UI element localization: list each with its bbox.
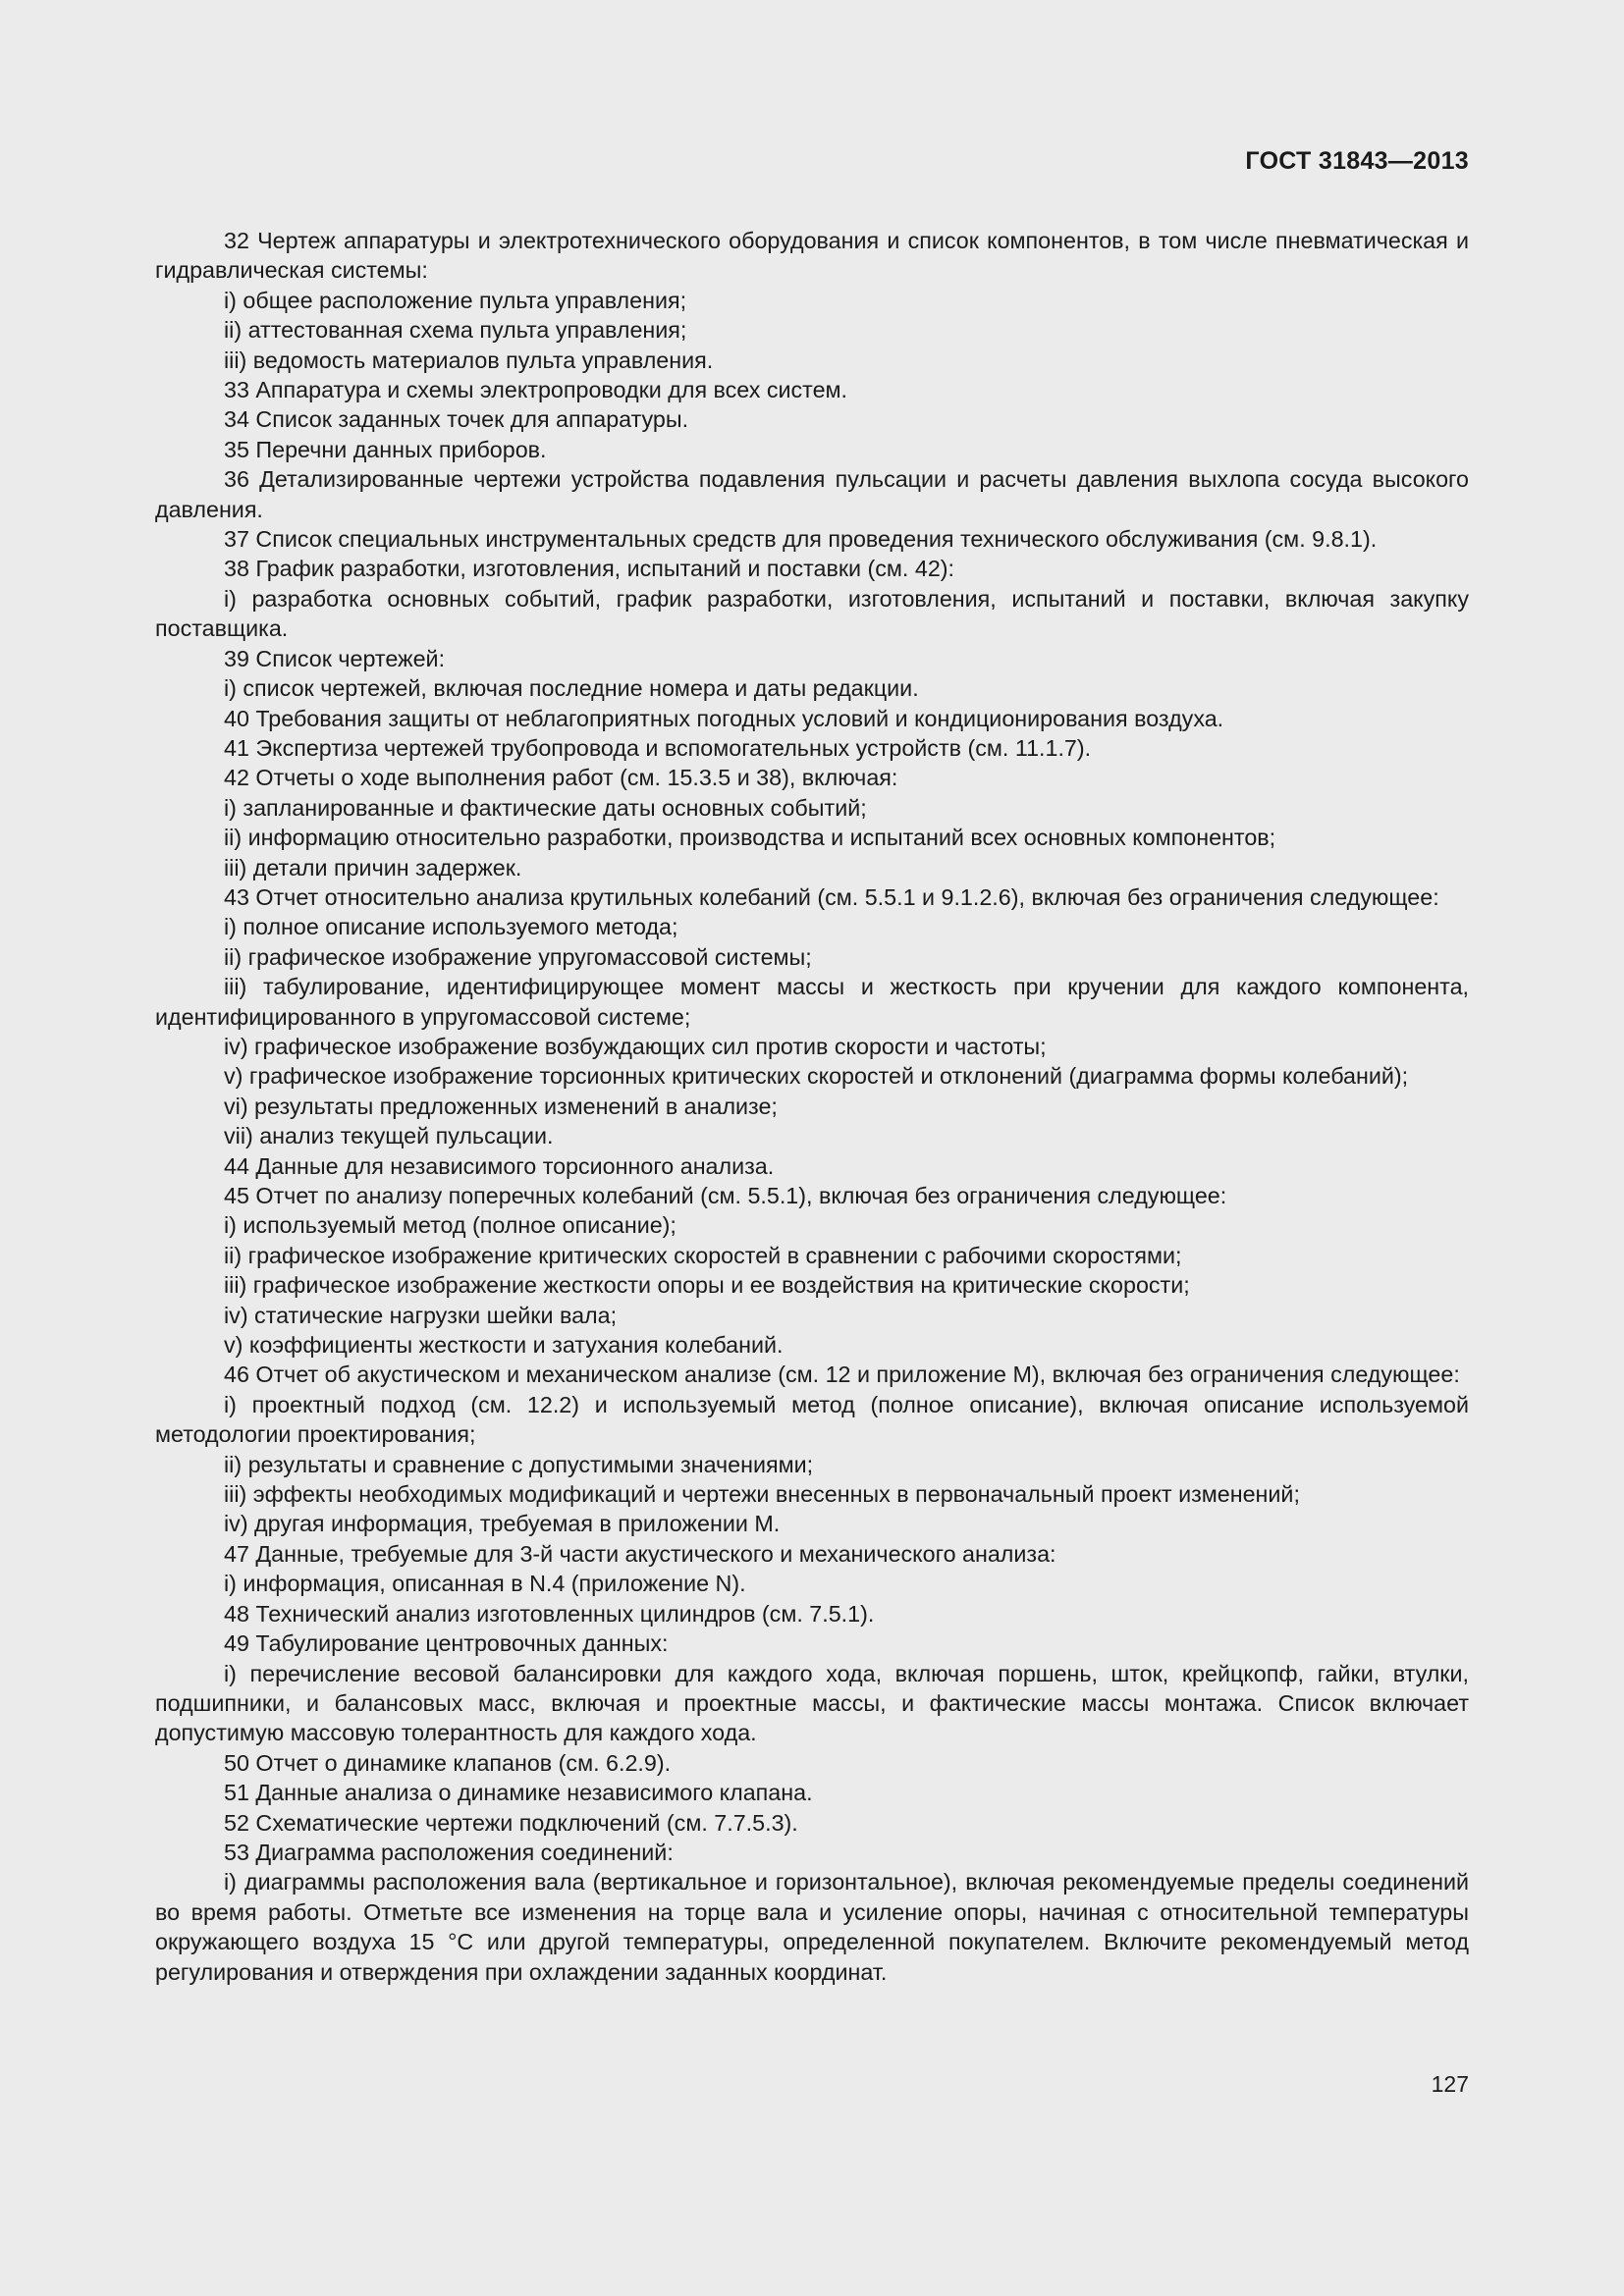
paragraph: 43 Отчет относительно анализа крутильных колебаний (см. 5.5.1 и 9.1.2.6), включая без ограничения следующее: <box>224 883 1439 910</box>
paragraph: 50 Отчет о динамике клапанов (см. 6.2.9). <box>224 1749 672 1776</box>
paragraph: 38 График разработки, изготовления, испытаний и поставки (см. 42): <box>224 556 955 582</box>
paragraph: iii) графическое изображение жесткости опоры и ее воздействия на критические скорости; <box>224 1272 1190 1299</box>
paragraph: 51 Данные анализа о динамике независимого клапана. <box>224 1780 813 1806</box>
paragraph: i) диаграммы расположения вала (вертикальное и горизонтальное), включая рекомендуемые пределы соединений во время работы. Отметьте все изменения на торце вала и усиление опоры, начиная с относительной температуры окружающего воздуха 15 °C или другой температуры, определенной покупателем. Включите рекомендуемый метод регулирования и отверждения при охлаждении заданных координат. <box>155 1869 1469 1985</box>
paragraph: 47 Данные, требуемые для 3-й части акустического и механического анализа: <box>224 1540 1056 1567</box>
paragraph: i) запланированные и фактические даты основных событий; <box>224 794 867 821</box>
paragraph: vi) результаты предложенных изменений в анализе; <box>224 1093 778 1119</box>
paragraph: i) проектный подход (см. 12.2) и используемый метод (полное описание), включая описание используемой методологии проектирования; <box>155 1391 1469 1448</box>
paragraph: iv) статические нагрузки шейки вала; <box>224 1302 618 1328</box>
paragraph: i) информация, описанная в N.4 (приложение N). <box>224 1571 746 1597</box>
paragraph: 33 Аппаратура и схемы электропроводки для всех систем. <box>224 377 848 403</box>
paragraph: ii) информацию относительно разработки, производства и испытаний всех основных компонентов; <box>224 825 1276 851</box>
paragraph: 37 Список специальных инструментальных средств для проведения технического обслуживания (см. 9.8.1). <box>224 526 1378 553</box>
paragraph: i) список чертежей, включая последние номера и даты редакции. <box>224 675 919 702</box>
paragraph: 36 Детализированные чертежи устройства подавления пульсации и расчеты давления выхлопа сосуда высокого давления. <box>155 466 1469 522</box>
paragraph: v) коэффициенты жесткости и затухания колебаний. <box>224 1332 784 1359</box>
paragraph: 35 Перечни данных приборов. <box>224 436 547 462</box>
paragraph: iii) детали причин задержек. <box>224 854 522 881</box>
paragraph: 42 Отчеты о ходе выполнения работ (см. 15.3.5 и 38), включая: <box>224 765 898 791</box>
paragraph: iii) табулирование, идентифицирующее момент массы и жесткость при кручении для каждого компонента, идентифицированного в упругомассовой системе; <box>155 974 1469 1030</box>
document-body <box>155 226 1469 1987</box>
paragraph: vii) анализ текущей пульсации. <box>224 1123 554 1149</box>
paragraph: 39 Список чертежей: <box>224 645 446 671</box>
paragraph: ii) результаты и сравнение с допустимыми значениями; <box>224 1451 814 1477</box>
paragraph: ii) аттестованная схема пульта управления; <box>224 317 687 344</box>
paragraph: i) разработка основных событий, график разработки, изготовления, испытаний и поставки, включая закупку поставщика. <box>155 585 1469 642</box>
paragraph: 34 Список заданных точек для аппаратуры. <box>224 406 689 433</box>
page-number: 127 <box>1431 2071 1469 2097</box>
paragraph: v) графическое изображение торсионных критических скоростей и отклонений (диаграмма формы колебаний); <box>224 1063 1409 1090</box>
paragraph: 45 Отчет по анализу поперечных колебаний (см. 5.5.1), включая без ограничения следующее: <box>224 1183 1227 1208</box>
paragraph: 44 Данные для независимого торсионного анализа. <box>224 1152 775 1179</box>
paragraph: 49 Табулирование центровочных данных: <box>224 1630 669 1657</box>
paragraph: i) полное описание используемого метода; <box>224 914 678 940</box>
paragraph: 40 Требования защиты от неблагоприятных погодных условий и кондиционирования воздуха. <box>224 705 1224 731</box>
paragraph: 53 Диаграмма расположения соединений: <box>224 1839 674 1865</box>
paragraph: ii) графическое изображение критических скоростей в сравнении с рабочими скоростями; <box>224 1242 1182 1268</box>
paragraph: i) общее расположение пульта управления; <box>224 287 687 313</box>
paragraph: 46 Отчет об акустическом и механическом анализе (см. 12 и приложение M), включая без ограничения следующее: <box>224 1362 1460 1388</box>
paragraph: 32 Чертеж аппаратуры и электротехнического оборудования и список компонентов, в том числе пневматическая и гидравлическая системы: <box>155 228 1469 284</box>
paragraph: 48 Технический анализ изготовленных цилиндров (см. 7.5.1). <box>224 1600 875 1627</box>
paragraph: ii) графическое изображение упругомассовой системы; <box>224 943 812 970</box>
paragraph: iii) эффекты необходимых модификаций и чертежи внесенных в первоначальный проект изменений; <box>224 1481 1300 1508</box>
paragraph: iv) другая информация, требуемая в приложении M. <box>224 1511 781 1537</box>
paragraph: i) используемый метод (полное описание); <box>224 1212 677 1239</box>
paragraph: iii) ведомость материалов пульта управления. <box>224 347 714 373</box>
paragraph: 41 Экспертиза чертежей трубопровода и вспомогательных устройств (см. 11.1.7). <box>224 734 1092 761</box>
paragraph: iv) графическое изображение возбуждающих сил против скорости и частоты; <box>224 1033 1047 1059</box>
document-number: ГОСТ 31843—2013 <box>1245 147 1469 175</box>
paragraph: i) перечисление весовой балансировки для каждого хода, включая поршень, шток, крейцкопф, гайки, втулки, подшипники, и балансовых масс, включая и проектные массы, и фактические массы монтажа. Список включает допустимую массовую толерантность для каждого хода. <box>155 1660 1469 1746</box>
paragraph: 52 Схематические чертежи подключений (см. 7.7.5.3). <box>224 1809 798 1836</box>
